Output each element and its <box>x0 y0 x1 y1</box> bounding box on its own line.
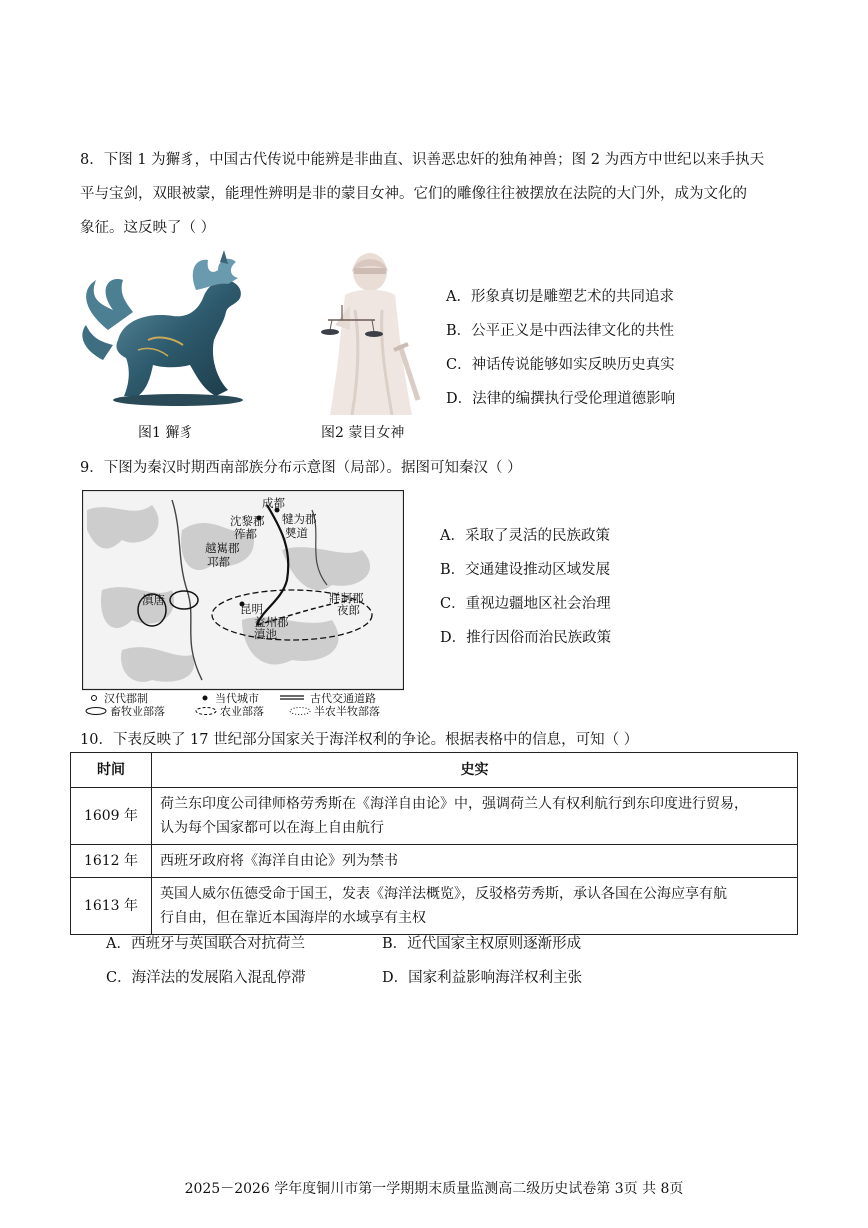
q10-option-b[interactable]: B．近代国家主权原则逐渐形成 <box>382 936 582 952</box>
lady-justice-statue-image <box>300 250 435 415</box>
q8-option-b[interactable]: B．公平正义是中西法律文化的共性 <box>446 323 675 339</box>
map-label-yizhou: 益州郡 <box>254 615 289 629</box>
legend-modern-city: 当代城市 <box>215 692 259 705</box>
map-label-shenli: 沈黎郡 <box>230 514 265 528</box>
map-label-zangke: 牂牁郡 <box>329 591 364 605</box>
maritime-rights-table <box>70 752 798 935</box>
q8-stem-line2: 平与宝剑，双眼被蒙，能理性辨明是非的蒙目女神。它们的雕像往往被摆放在法院的大门外，成为文化的 <box>80 186 747 202</box>
map-label-bodao: 僰道 <box>285 526 308 540</box>
map-label-yelang: 夜郎 <box>337 603 360 617</box>
q9-option-c[interactable]: C．重视边疆地区社会治理 <box>440 596 611 612</box>
row-year: 1612 年 <box>71 845 152 878</box>
q10-option-a[interactable]: A．西班牙与英国联合对抗荷兰 <box>106 936 305 952</box>
table-header-row <box>71 753 798 788</box>
legend-pastoral-tribe: 畜牧业部落 <box>110 705 165 716</box>
table-row <box>71 845 798 878</box>
row-fact-line: 英国人威尔伍德受命于国王，发表《海洋法概览》，反驳格劳秀斯，承认各国在公海应享有航 <box>160 886 727 902</box>
row-year: 1613 年 <box>71 878 152 935</box>
row-fact <box>152 878 798 935</box>
map-label-chengdu: 成都 <box>262 496 285 510</box>
q8-option-d[interactable]: D．法律的编撰执行受伦理道德影响 <box>446 391 676 407</box>
q10-stem: 10．下表反映了 17 世纪部分国家关于海洋权利的争论。根据表格中的信息，可知（ ） <box>80 732 639 748</box>
fig2-caption: 图2 蒙目女神 <box>321 425 405 441</box>
row-fact-line: 行自由，但在靠近本国海岸的水域享有主权 <box>160 910 426 926</box>
table-header-facts: 史实 <box>152 753 798 788</box>
q10-option-c[interactable]: C．海洋法的发展陷入混乱停滞 <box>106 970 306 986</box>
table-row <box>71 788 798 845</box>
row-fact-line: 西班牙政府将《海洋自由论》列为禁书 <box>160 853 398 869</box>
map-label-dianchi: 滇池 <box>254 627 277 641</box>
xiezhi-sculpture-image <box>78 250 248 412</box>
row-fact <box>152 845 798 878</box>
map-label-yuexi: 越嶲郡 <box>205 541 240 555</box>
map-label-zuodu: 筰都 <box>234 527 257 541</box>
map-label-diantang: 滇唐 <box>142 593 165 607</box>
row-fact-line: 认为每个国家都可以在海上自由航行 <box>160 820 384 836</box>
legend-semi-agro-pastoral-tribe: 半农半牧部落 <box>314 705 380 716</box>
legend-han-commandery: 汉代郡制 <box>104 692 148 705</box>
q9-option-a[interactable]: A．采取了灵活的民族政策 <box>440 528 610 544</box>
map-label-jianwei: 犍为郡 <box>282 512 317 526</box>
q10-option-d[interactable]: D．国家利益影响海洋权利主张 <box>382 970 583 986</box>
row-fact <box>152 788 798 845</box>
q9-option-b[interactable]: B．交通建设推动区域发展 <box>440 562 611 578</box>
table-header-time: 时间 <box>71 753 152 788</box>
legend-agricultural-tribe: 农业部落 <box>220 705 264 716</box>
row-year: 1609 年 <box>71 788 152 845</box>
q8-stem-line3: 象征。这反映了（ ） <box>80 220 216 236</box>
legend-ancient-road: 古代交通道路 <box>310 692 376 705</box>
qin-han-southwest-map <box>82 490 404 716</box>
map-label-qiongdu: 邛都 <box>207 555 230 569</box>
map-label-kunming: 昆明 <box>240 602 263 616</box>
q8-stem-line1: 8．下图 1 为獬豸，中国古代传说中能辨是非曲直、识善恶忠奸的独角神兽；图 2 为西方中世纪以来手执天 <box>80 152 765 168</box>
row-fact-line: 荷兰东印度公司律师格劳秀斯在《海洋自由论》中，强调荷兰人有权利航行到东印度进行贸易， <box>160 796 748 812</box>
q9-option-d[interactable]: D．推行因俗而治民族政策 <box>440 630 612 646</box>
q8-option-a[interactable]: A．形象真切是雕塑艺术的共同追求 <box>446 289 674 305</box>
q9-stem: 9．下图为秦汉时期西南部族分布示意图（局部）。据图可知秦汉（ ） <box>80 460 522 476</box>
fig1-caption: 图1 獬豸 <box>138 425 194 441</box>
page-footer: 2025－2026 学年度铜川市第一学期期末质量监测高二级历史试卷第 3页 共 8页 <box>184 1181 684 1197</box>
table-row <box>71 878 798 935</box>
q8-option-c[interactable]: C．神话传说能够如实反映历史真实 <box>446 357 675 373</box>
